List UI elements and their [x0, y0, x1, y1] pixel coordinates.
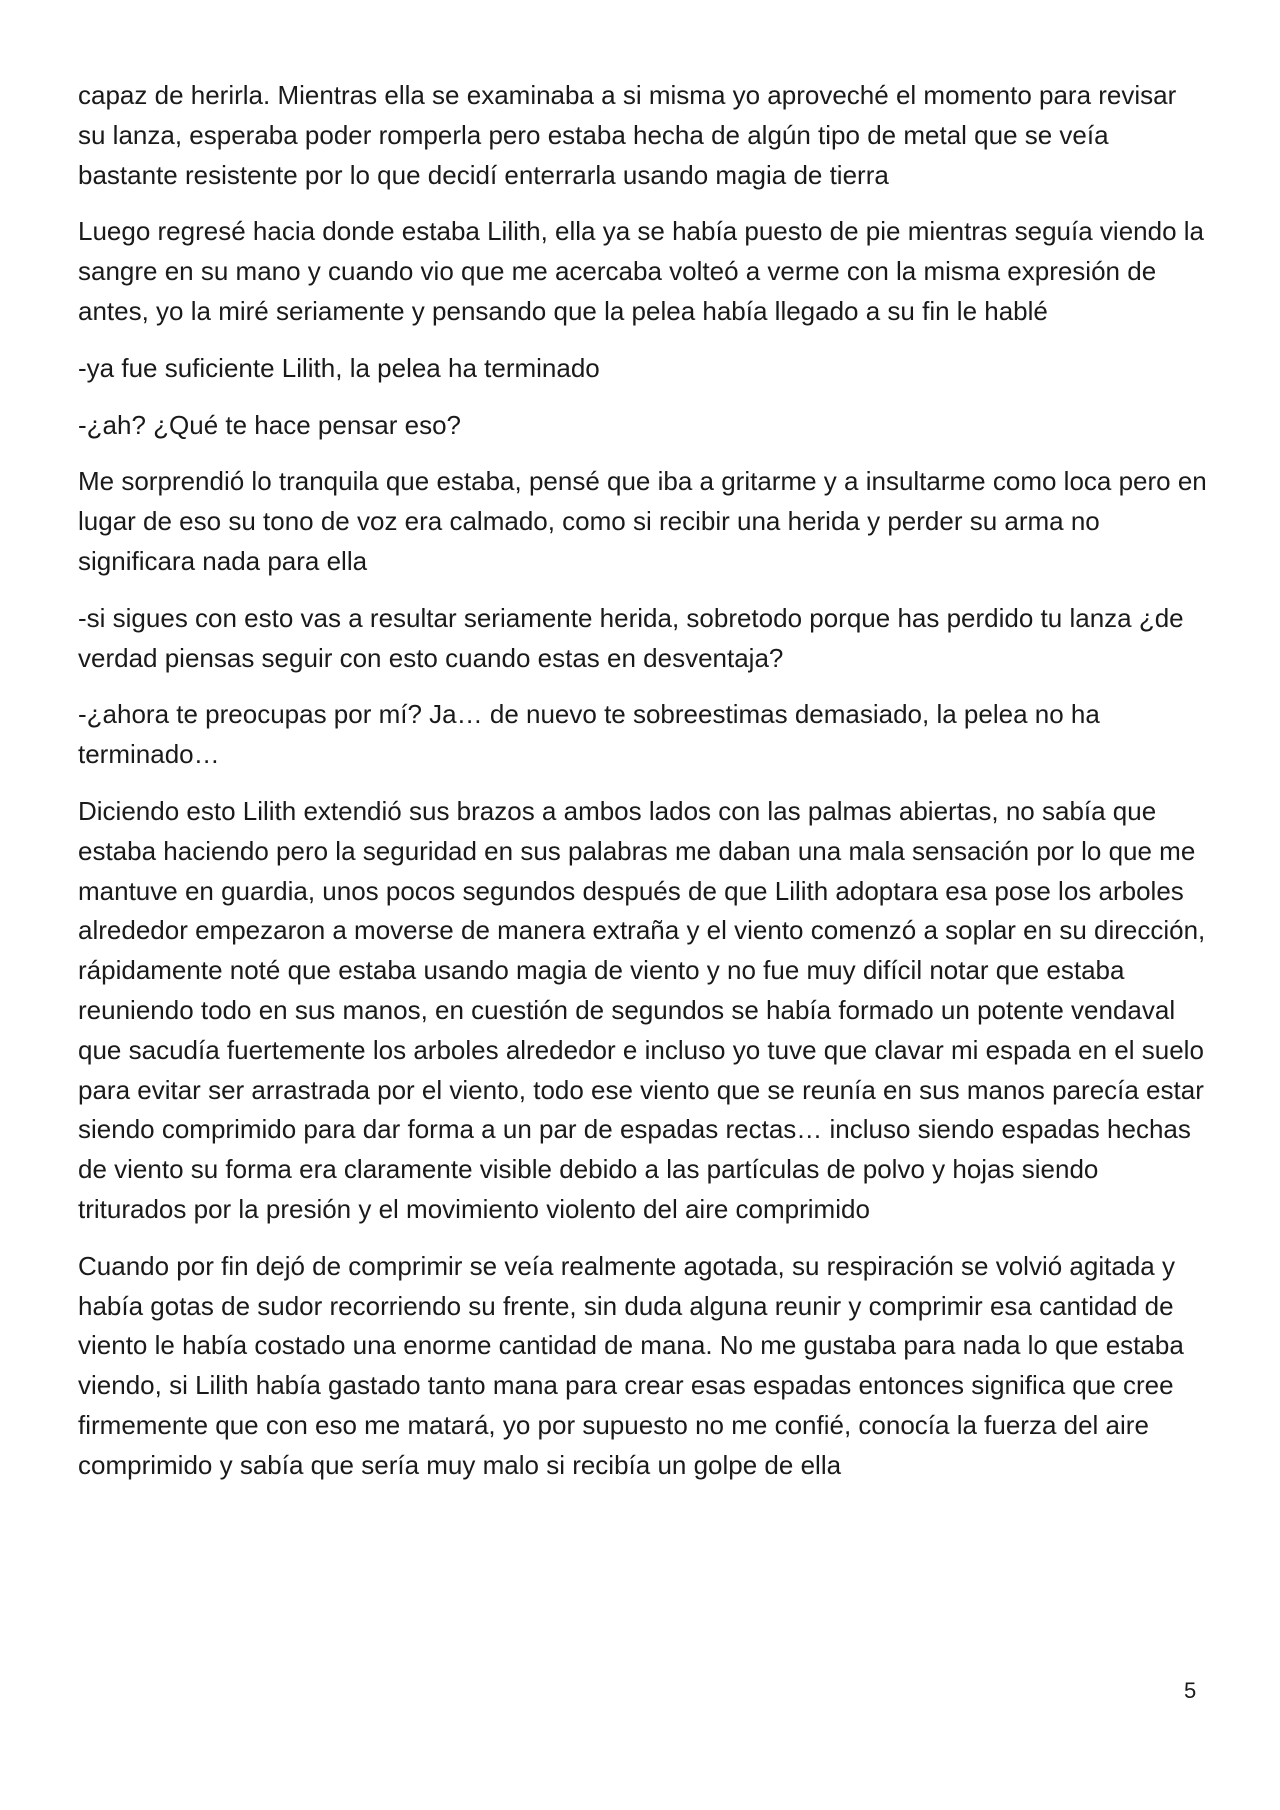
page-number: 5	[1184, 1678, 1197, 1703]
paragraph-7: -¿ahora te preocupas por mí? Ja… de nuevo te sobreestimas demasiado, la pelea no ha terminado…	[78, 699, 1100, 770]
paragraph-2: Luego regresé hacia donde estaba Lilith, ella ya se había puesto de pie mientras seguía viendo la sangre en su mano y cuando vio que me acercaba volteó a verme con la misma expresión de antes, yo la miré seriamente y pensando que la pelea había llegado a su fin le hablé	[78, 216, 1204, 326]
paragraph-9: Cuando por fin dejó de comprimir se veía realmente agotada, su respiración se volvió agitada y había gotas de sudor recorriendo su frente, sin duda alguna reunir y comprimir esa cantidad de viento le había costado una enorme cantidad de mana. No me gustaba para nada lo que estaba viendo, si Lilith había gastado tanto mana para crear esas espadas entonces significa que cree firmemente que con eso me matará, yo por supuesto no me confié, conocía la fuerza del aire comprimido y sabía que sería muy malo si recibía un golpe de ella	[78, 1250, 1184, 1480]
paragraph-3: -ya fue suficiente Lilith, la pelea ha terminado	[78, 352, 600, 383]
paragraph-1: capaz de herirla. Mientras ella se examinaba a si misma yo aproveché el momento para revisar su lanza, esperaba poder romperla pero estaba hecha de algún tipo de metal que se veía bastante resistente por lo que decidí enterrarla usando magia de tierra	[78, 80, 1177, 190]
paragraph-5: Me sorprendió lo tranquila que estaba, pensé que iba a gritarme y a insultarme como loca pero en lugar de eso su tono de voz era calmado, como si recibir una herida y perder su arma no significara nada para ella	[78, 466, 1207, 576]
body-text	[78, 76, 1208, 1503]
paragraph-8: Diciendo esto Lilith extendió sus brazos a ambos lados con las palmas abiertas, no sabía que estaba haciendo pero la seguridad en sus palabras me daban una mala sensación por lo que me mantuve en guardia, unos pocos segundos después de que Lilith adoptara esa pose los arboles alrededor empezaron a moverse de manera extraña y el viento comenzó a soplar en su dirección, rápidamente noté que estaba usando magia de viento y no fue muy difícil notar que estaba reuniendo todo en sus manos, en cuestión de segundos se había formado un potente vendaval que sacudía fuertemente los arboles alrededor e incluso yo tuve que clavar mi espada en el suelo para evitar ser arrastrada por el viento, todo ese viento que se reunía en sus manos parecía estar siendo comprimido para dar forma a un par de espadas rectas… incluso siendo espadas hechas de viento su forma era claramente visible debido a las partículas de polvo y hojas siendo triturados por la presión y el movimiento violento del aire comprimido	[78, 795, 1206, 1224]
paragraph-4: -¿ah? ¿Qué te hace pensar eso?	[78, 409, 462, 440]
paragraph-6: -si sigues con esto vas a resultar seriamente herida, sobretodo porque has perdido tu lanza ¿de verdad piensas seguir con esto cuando estas en desventaja?	[78, 602, 1184, 673]
